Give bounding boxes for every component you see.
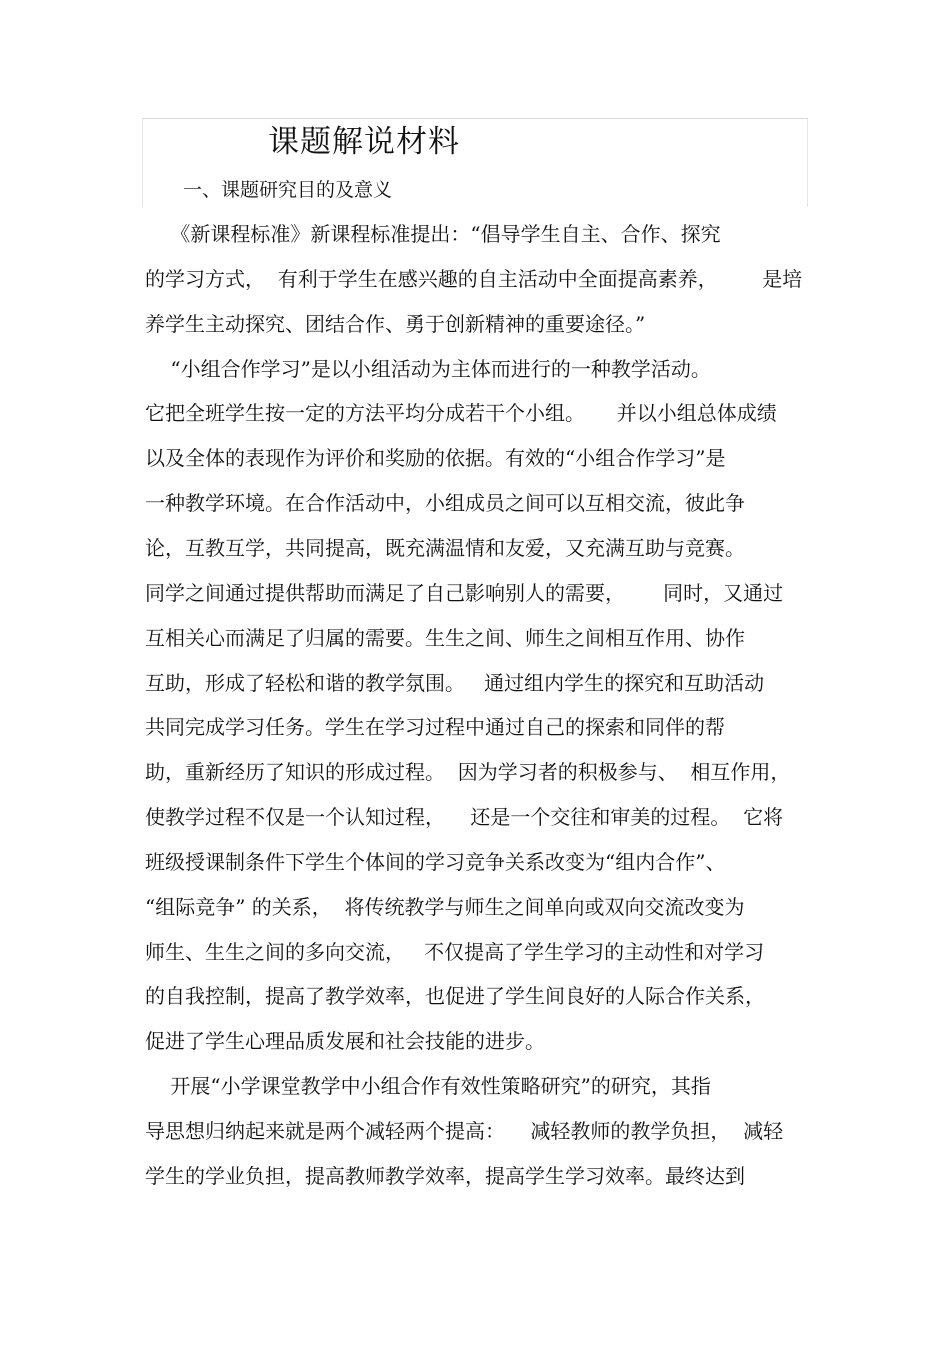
text-line: 师生、生生之间的多向交流， 不仅提高了学生学习的主动性和对学习 <box>145 940 765 964</box>
text-line: 助，重新经历了知识的形成过程。 因为学习者的积极参与、 相互作用， <box>145 760 791 784</box>
text-line: 使教学过程不仅是一个认知过程， 还是一个交往和审美的过程。 它将 <box>145 805 784 829</box>
text-line: 学生的学业负担，提高教师教学效率，提高学生学习效率。最终达到 <box>145 1164 745 1188</box>
text-line: 班级授课制条件下学生个体间的学习竞争关系改变为“组内合作”、 <box>145 850 726 874</box>
text-line: “小组合作学习”是以小组活动为主体而进行的一种教学活动。 <box>145 357 711 381</box>
text-line: 共同完成学习任务。学生在学习过程中通过自己的探索和同伴的帮 <box>145 715 725 739</box>
text-line: 互助，形成了轻松和谐的教学氛围。 通过组内学生的探究和互助活动 <box>145 671 765 695</box>
text-line: 《新课程标准》新课程标准提出：“倡导学生自主、合作、探究 <box>145 222 721 246</box>
text-line: 开展“小学课堂教学中小组合作有效性策略研究”的研究，其指 <box>145 1074 711 1098</box>
text-line: 互相关心而满足了归属的需要。生生之间、师生之间相互作用、协作 <box>145 626 745 650</box>
text-line: 以及全体的表现作为评价和奖励的依据。有效的“小组合作学习”是 <box>145 446 726 470</box>
text-line: 养学生主动探究、团结合作、勇于创新精神的重要途径。” <box>145 312 646 336</box>
text-line: 的自我控制，提高了教学效率，也促进了学生间良好的人际合作关系， <box>145 984 765 1008</box>
text-line: 同学之间通过提供帮助而满足了自己影响别人的需要， 同时，又通过 <box>145 581 784 605</box>
section-heading: 一、课题研究目的及意义 <box>183 179 393 201</box>
text-line: 导思想归纳起来就是两个减轻两个提高： 减轻教师的教学负担， 减轻 <box>145 1119 784 1143</box>
page-title: 课题解说材料 <box>268 124 460 160</box>
text-line: 它把全班学生按一定的方法平均分成若干个小组。 并以小组总体成绩 <box>145 401 777 425</box>
text-line: 促进了学生心理品质发展和社会技能的进步。 <box>145 1029 545 1053</box>
text-line: 一种教学环境。在合作活动中，小组成员之间可以互相交流，彼此争 <box>145 491 745 515</box>
text-line: 的学习方式， 有利于学生在感兴趣的自主活动中全面提高素养， 是培 <box>145 267 803 291</box>
text-line: “组际竞争” 的关系， 将传统教学与师生之间单向或双向交流改变为 <box>145 895 745 919</box>
text-line: 论，互教互学，共同提高，既充满温情和友爱，又充满互助与竞赛。 <box>145 536 745 560</box>
